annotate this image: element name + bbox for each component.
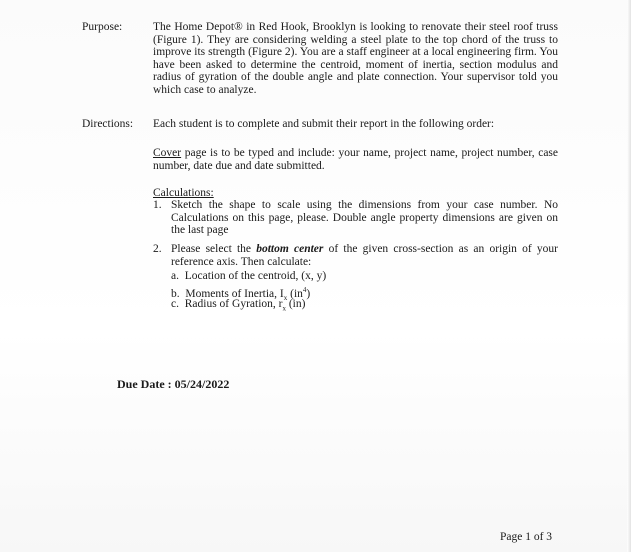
calculations-heading: Calculations:: [153, 187, 214, 199]
calc-sub-b-superscript: 4: [302, 286, 307, 294]
cover-keyword: Cover: [153, 147, 182, 159]
calc-sub-c-subscript: x: [282, 304, 286, 313]
cover-text: page is to be typed and include: your name, project name, project number, case number, date due and date submitted.: [153, 147, 558, 172]
calc-item-1-text: Sketch the shape to scale using the dimensions from your case number. No Calculations on this page, please. Double angle property dimensions are given on the last page: [171, 199, 558, 237]
calc-item-2-number: 2.: [153, 243, 162, 255]
calc-item-2-emphasis: bottom center: [256, 243, 324, 255]
calc-item-1: [153, 199, 558, 239]
page-edge-shadow: [627, 0, 631, 552]
calc-sub-b-post: ): [306, 287, 311, 300]
calc-sub-c-letter: c.: [171, 298, 179, 310]
page-number: Page 1 of 3: [500, 531, 553, 543]
calc-sub-a: [171, 270, 326, 283]
calc-item-2: [153, 243, 558, 271]
calc-sub-b-mid: (in: [287, 287, 303, 300]
purpose-label: Purpose:: [82, 21, 123, 33]
due-date: Due Date : 05/24/2022: [117, 377, 230, 391]
calc-sub-c: [171, 298, 305, 315]
calc-sub-b-subscript: x: [283, 294, 288, 303]
calc-sub-c-post: (in): [285, 298, 306, 310]
calc-sub-b-pre: Moments of Inertia, I: [185, 287, 284, 300]
directions-text: Each student is to complete and submit their report in the following order:: [153, 118, 495, 130]
calc-item-2-text: [171, 243, 558, 268]
calc-sub-b-letter: b.: [171, 287, 180, 300]
directions-label: Directions:: [82, 118, 134, 130]
calc-sub-a-letter: a.: [171, 270, 179, 282]
cover-paragraph: [153, 147, 558, 172]
calc-item-1-number: 1.: [153, 199, 162, 211]
calc-sub-a-text: Location of the centroid, (x, y): [184, 270, 327, 282]
calc-item-2-post: of the given cross-section as an origin of your reference axis. Then calculate:: [171, 243, 558, 268]
calc-item-2-pre: Please select the: [171, 243, 257, 255]
calc-sub-c-pre: Radius of Gyration, r: [184, 298, 283, 310]
purpose-text: The Home Depot® in Red Hook, Brooklyn is looking to renovate their steel roof truss (Figure 1). They are considering welding a steel plate to the top chord of the truss to improve its strength (Figure 2). You are a staff engineer at a local engineering firm. You have been asked to determine the centroid, moment of inertia, section modulus and radius of gyration of the double angle and plate connection. Your supervisor told you which case to analyze.: [153, 21, 558, 96]
